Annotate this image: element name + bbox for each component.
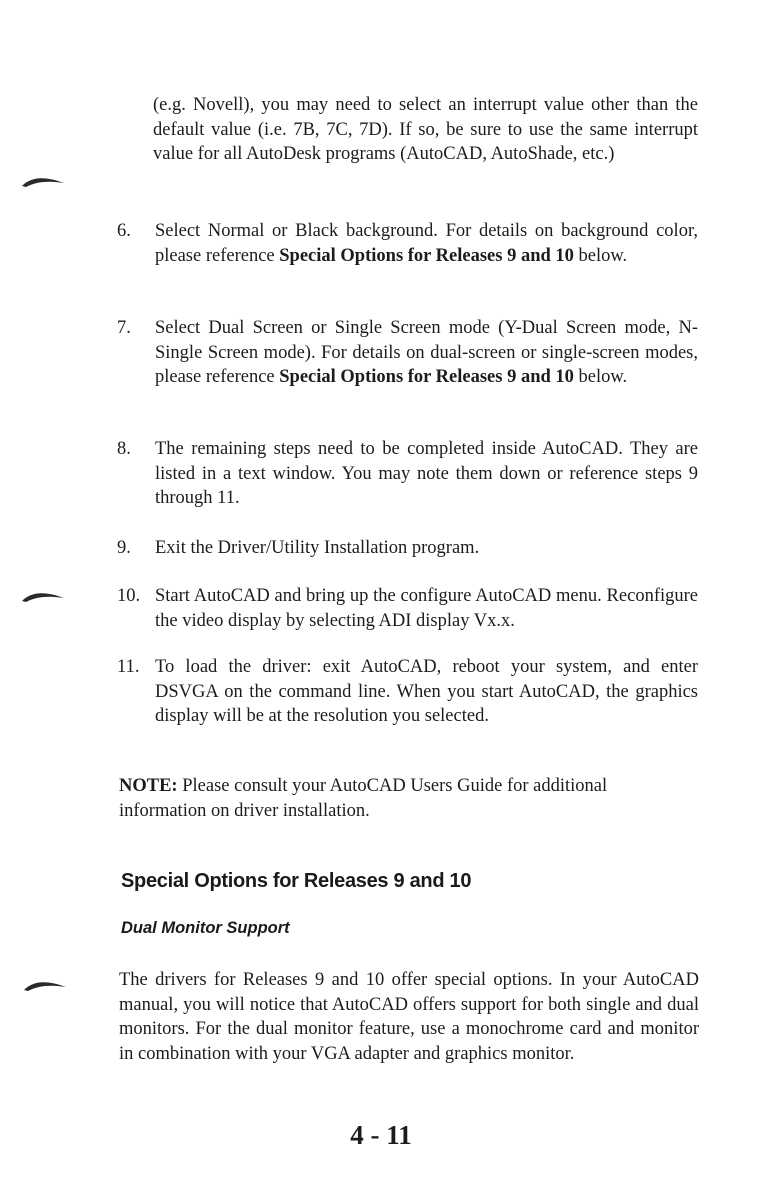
note-paragraph: NOTE: Please consult your AutoCAD Users Guide for additional information on driver installation.: [119, 776, 608, 821]
step-number: 8.: [117, 439, 131, 459]
step-text: Start AutoCAD and bring up the configure AutoCAD menu. Reconfigure the video display by selecting ADI display Vx.x.: [155, 586, 698, 631]
step-text: The remaining steps need to be completed inside AutoCAD. They are listed in a text window. You may note them down or reference steps 9 through 11.: [155, 439, 698, 508]
step-text: To load the driver: exit AutoCAD, reboot your system, and enter DSVGA on the command line. When you start AutoCAD, the graphics display will be at the resolution you selected.: [155, 657, 698, 726]
subsection-heading: Dual Monitor Support: [121, 919, 290, 937]
binder-mark-icon: [20, 589, 68, 603]
continued-paragraph: (e.g. Novell), you may need to select an interrupt value other than the default value (i.e. 7B, 7C, 7D). If so, be sure to use the same interrupt value for all AutoDesk programs (AutoCAD, AutoShade, etc.): [153, 95, 698, 164]
note-label: NOTE:: [119, 776, 178, 796]
page-number: 4 - 11: [350, 1120, 412, 1150]
section-reference: Special Options for Releases 9 and 10: [279, 245, 574, 266]
step-text: Exit the Driver/Utility Installation program.: [155, 538, 480, 558]
step-text: Select Dual Screen or Single Screen mode (Y-Dual Screen mode, N-Single Screen mode). For details on dual-screen or single-screen modes, please reference Special Options for Releases 9 and 10 below.: [155, 318, 698, 387]
step-number: 9.: [117, 538, 131, 558]
section-reference: Special Options for Releases 9 and 10: [279, 367, 574, 387]
step-number: 10.: [117, 586, 141, 606]
step-number: 6.: [117, 221, 131, 241]
section-heading: Special Options for Releases 9 and 10: [121, 870, 472, 892]
step-number: 7.: [117, 318, 131, 338]
step-number: 11.: [117, 657, 140, 677]
binder-mark-icon: [22, 978, 70, 992]
binder-mark-icon: [20, 174, 68, 188]
step-text: Select Normal or Black background. For details on background color, please reference Special Options for Releases 9 and 10 below.: [155, 221, 698, 266]
section-paragraph: The drivers for Releases 9 and 10 offer special options. In your AutoCAD manual, you will notice that AutoCAD offers support for both single and dual monitors. For the dual monitor feature, use a monochrome card and monitor in combination with your VGA adapter and graphics monitor.: [119, 970, 699, 1064]
